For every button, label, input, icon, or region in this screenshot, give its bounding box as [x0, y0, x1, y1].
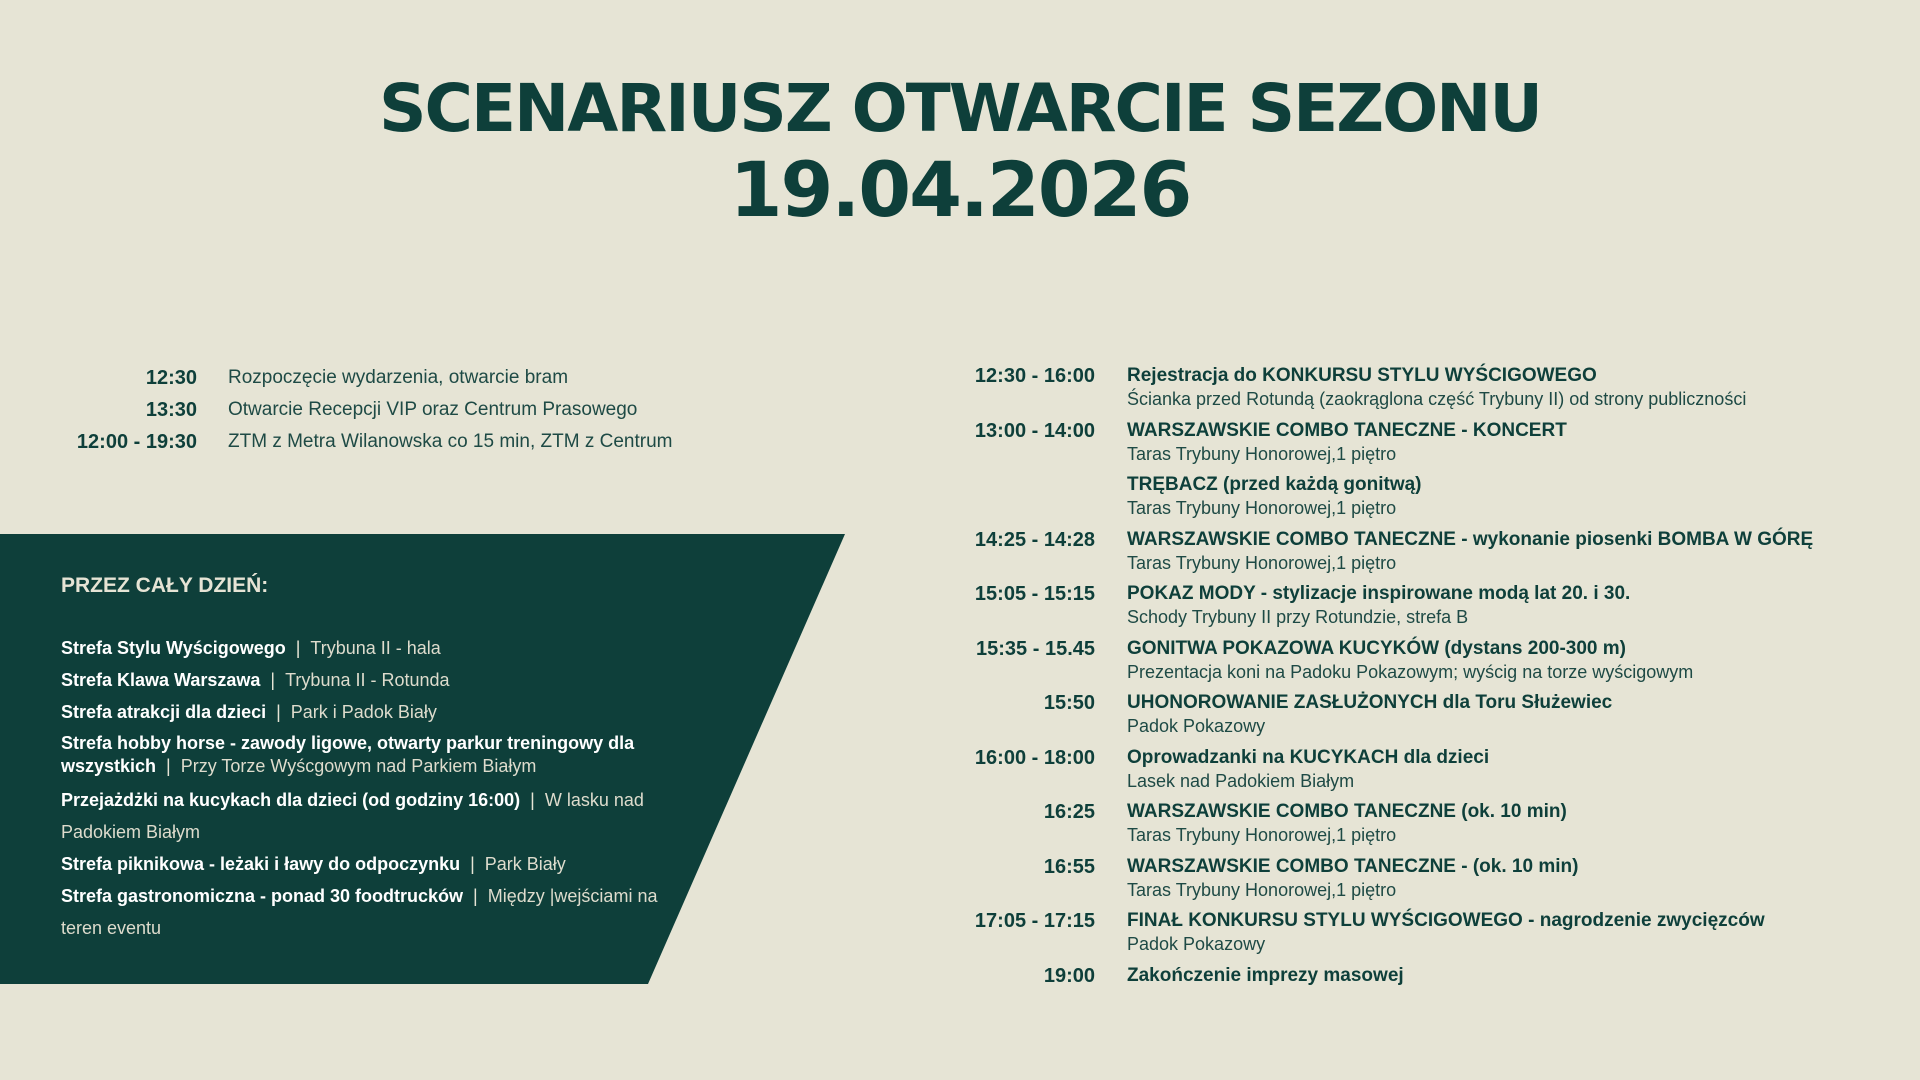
schedule-location: Taras Trybuny Honorowej,1 piętro: [1127, 498, 1397, 518]
intro-text: Rozpoczęcie wydarzenia, otwarcie bram: [228, 367, 569, 388]
schedule-location: Ścianka przed Rotundą (zaokrąglona część Trybuny II) od strony publiczności: [1127, 389, 1747, 409]
schedule-list: [940, 364, 1890, 1018]
intro-time: 13:30: [145, 398, 197, 421]
intro-list: [30, 362, 672, 458]
schedule-time: 12:30 - 16:00: [974, 365, 1095, 387]
schedule-location: Padok Pokazowy: [1127, 934, 1266, 954]
zone-name: Strefa atrakcji dla dzieci: [61, 702, 267, 722]
schedule-time: [940, 473, 1095, 528]
schedule-location: Prezentacja koni na Padoku Pokazowym; wyścig na torze wyścigowym: [1127, 661, 1694, 682]
intro-time: 12:30: [145, 366, 197, 389]
schedule-location: Padok Pokazowy: [1127, 716, 1266, 736]
intro-item: [30, 394, 672, 426]
zone-location: Przy Torze Wyścgowym nad Parkiem Białym: [180, 756, 537, 776]
zone-item: [61, 784, 671, 848]
zone-name: Przejażdżki na kucykach dla dzieci (od godziny 16:00): [61, 790, 521, 810]
zone-separator: |: [270, 670, 276, 690]
schedule-item: [940, 473, 1890, 528]
schedule-time: 15:50: [1043, 692, 1095, 714]
zone-item: [61, 632, 671, 664]
zone-separator: |: [530, 790, 535, 810]
zone-name: Strefa hobby horse - zawody ligowe, otwarty parkur treningowy dla wszystkich: [61, 733, 635, 776]
schedule-title: POKAZ MODY - stylizacje inspirowane modą lat 20. i 30.: [1127, 583, 1631, 604]
schedule-item: [940, 582, 1890, 637]
zone-separator: |: [166, 756, 171, 776]
schedule-location: Taras Trybuny Honorowej,1 piętro: [1127, 879, 1397, 900]
schedule-location: Taras Trybuny Honorowej,1 piętro: [1127, 825, 1397, 845]
schedule-item: [940, 855, 1890, 910]
schedule-item: [940, 909, 1890, 964]
schedule-time: 16:55: [1043, 855, 1095, 878]
schedule-time: 15:35 - 15.45: [976, 637, 1095, 660]
schedule-item: [940, 637, 1890, 692]
zone-name: Strefa Klawa Warszawa: [61, 670, 261, 690]
schedule-title: WARSZAWSKIE COMBO TANECZNE - KONCERT: [1127, 419, 1567, 441]
schedule-time: 17:05 - 17:15: [974, 910, 1095, 932]
schedule-time: 14:25 - 14:28: [974, 528, 1095, 551]
intro-item: [30, 362, 672, 394]
zone-location: Trybuna II - hala: [310, 638, 441, 658]
zone-separator: |: [470, 854, 475, 874]
title-date: 19.04.2026: [729, 145, 1191, 234]
schedule-title: WARSZAWSKIE COMBO TANECZNE (ok. 10 min): [1127, 801, 1567, 822]
schedule-title: Rejestracja do KONKURSU STYLU WYŚCIGOWEGO: [1127, 365, 1597, 386]
intro-time: 12:00 - 19:30: [76, 430, 197, 453]
schedule-title: GONITWA POKAZOWA KUCYKÓW (dystans 200-300 m): [1127, 637, 1626, 659]
zone-separator: |: [295, 638, 301, 658]
schedule-item: [940, 691, 1890, 746]
zone-name: Strefa piknikowa - leżaki i ławy do odpoczynku: [61, 854, 461, 874]
schedule-item: [940, 528, 1890, 583]
zone-item: [61, 696, 671, 728]
zone-item: [61, 848, 671, 880]
zone-item: [61, 664, 671, 696]
title-line-1: SCENARIUSZ OTWARCIE SEZONU: [378, 70, 1542, 147]
schedule-item: [940, 746, 1890, 801]
schedule-item: [940, 419, 1890, 474]
schedule-title: WARSZAWSKIE COMBO TANECZNE - wykonanie piosenki BOMBA W GÓRĘ: [1127, 528, 1814, 550]
schedule-time: 13:00 - 14:00: [974, 419, 1095, 442]
schedule-time: 15:05 - 15:15: [974, 583, 1095, 605]
zone-location: Trybuna II - Rotunda: [285, 670, 450, 690]
schedule-title: FINAŁ KONKURSU STYLU WYŚCIGOWEGO - nagrodzenie zwycięzców: [1127, 910, 1765, 931]
schedule-title: Oprowadzanki na KUCYKACH dla dzieci: [1127, 746, 1490, 768]
intro-text: Otwarcie Recepcji VIP oraz Centrum Prasowego: [228, 399, 638, 420]
schedule-location: Taras Trybuny Honorowej,1 piętro: [1127, 552, 1397, 573]
schedule-time: 16:00 - 18:00: [974, 746, 1095, 769]
schedule-location: Schody Trybuny II przy Rotundzie, strefa B: [1127, 607, 1469, 627]
schedule-item: [940, 364, 1890, 419]
schedule-title: WARSZAWSKIE COMBO TANECZNE - (ok. 10 min): [1127, 855, 1579, 877]
intro-text: ZTM z Metra Wilanowska co 15 min, ZTM z Centrum: [228, 431, 673, 452]
zone-location: Park Biały: [484, 854, 566, 874]
zone-item: [61, 880, 671, 944]
zone-item: [61, 728, 671, 784]
zone-location: Park i Padok Biały: [290, 702, 437, 722]
page-title: [0, 70, 1920, 232]
zone-location: W lasku nad Padokiem Białym: [61, 790, 644, 842]
schedule-item: [940, 964, 1890, 1019]
schedule-title: UHONOROWANIE ZASŁUŻONYCH dla Toru Służewiec: [1127, 692, 1613, 713]
zone-location: Między |wejściami na teren eventu: [61, 886, 658, 938]
schedule-location: Lasek nad Padokiem Białym: [1127, 770, 1355, 791]
all-day-heading: PRZEZ CAŁY DZIEŃ:: [61, 574, 269, 597]
schedule-time: 16:25: [1043, 801, 1095, 823]
schedule-time: 19:00: [1043, 964, 1095, 987]
schedule-title: TRĘBACZ (przed każdą gonitwą): [1127, 474, 1422, 495]
schedule-item: [940, 800, 1890, 855]
intro-item: [30, 426, 672, 458]
all-day-panel: [61, 574, 671, 944]
schedule-location: Taras Trybuny Honorowej,1 piętro: [1127, 443, 1397, 464]
zone-name: Strefa gastronomiczna - ponad 30 foodtrucków: [61, 886, 464, 906]
zone-separator: |: [473, 886, 478, 906]
schedule-title: Zakończenie imprezy masowej: [1127, 964, 1404, 986]
zone-name: Strefa Stylu Wyścigowego: [61, 638, 286, 658]
zone-separator: |: [276, 702, 281, 722]
